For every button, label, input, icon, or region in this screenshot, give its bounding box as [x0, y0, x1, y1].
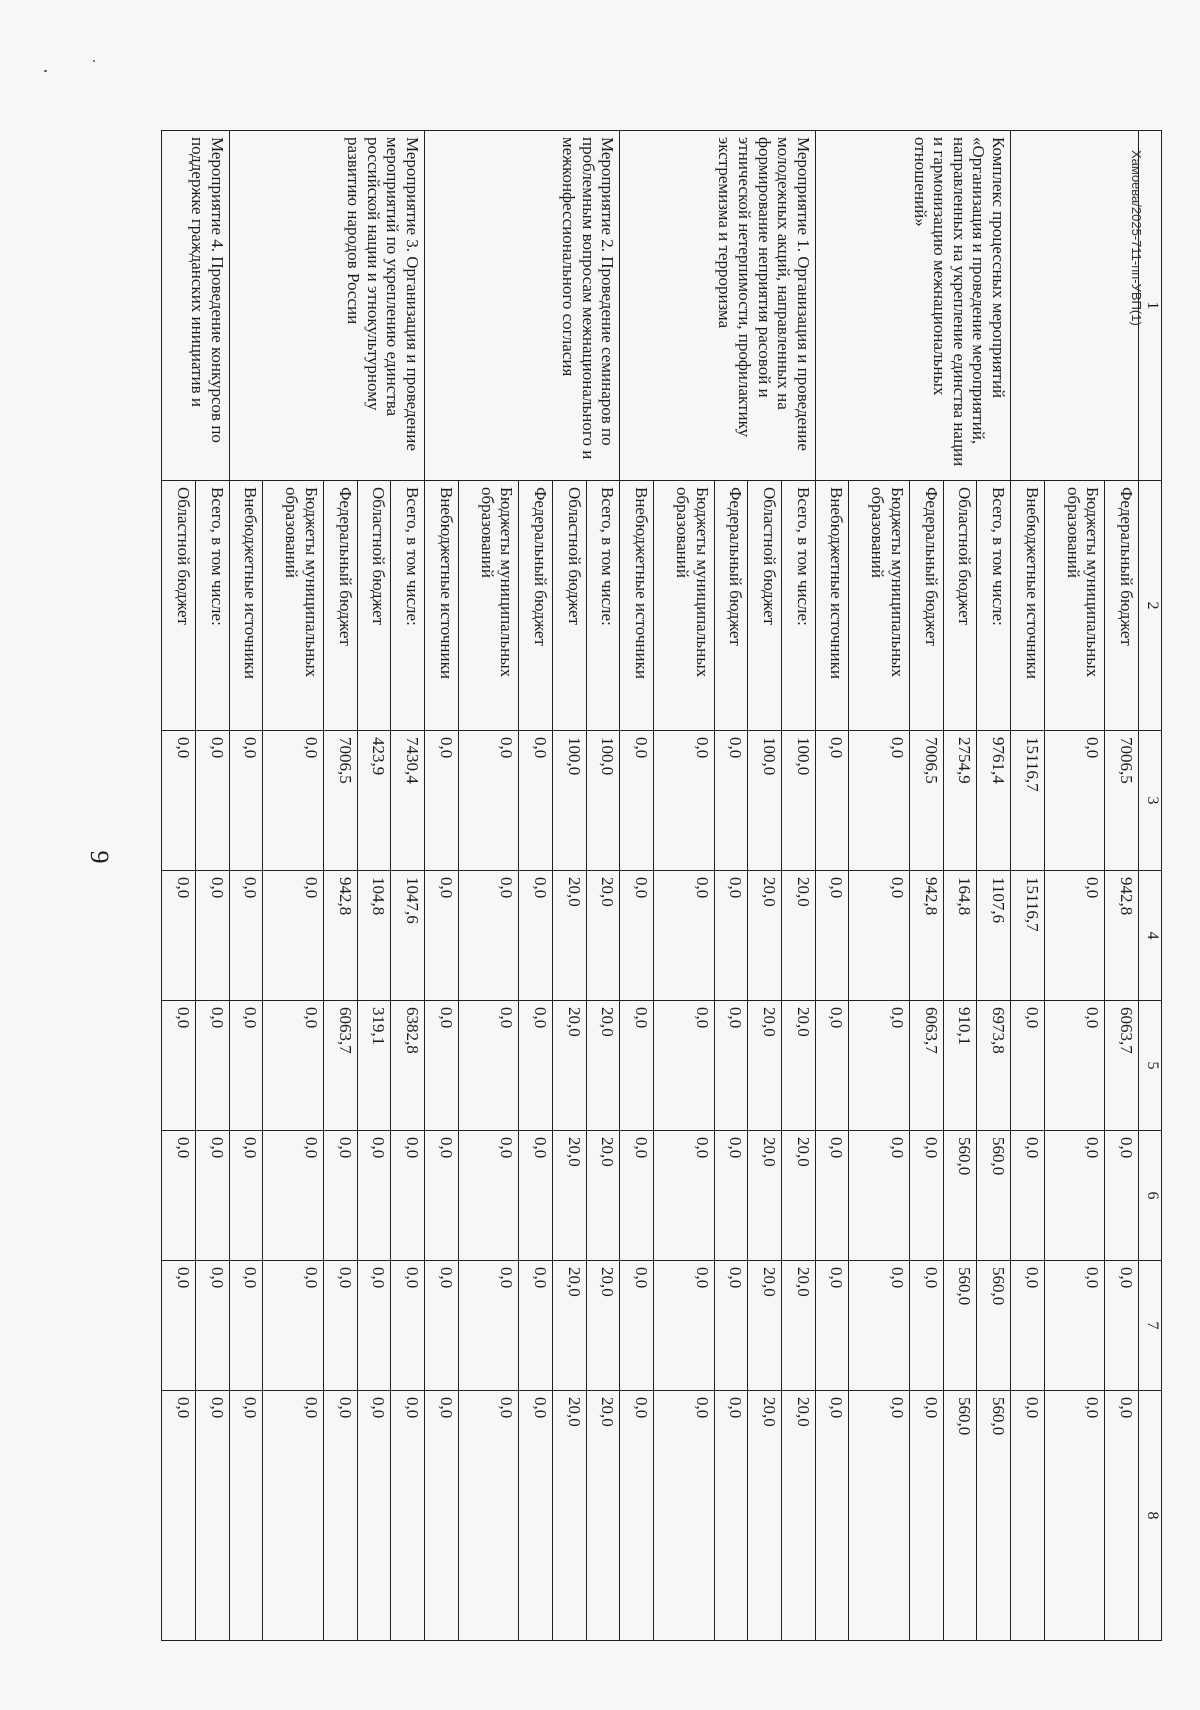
- amount-cell: 0,0: [229, 731, 263, 871]
- funding-source: Внебюджетные источники: [620, 481, 654, 731]
- amount-cell: 0,0: [1044, 1261, 1105, 1391]
- amount-cell: 0,0: [815, 871, 849, 1001]
- amount-cell: 0,0: [654, 1391, 715, 1641]
- amount-cell: 0,0: [654, 1261, 715, 1391]
- table-row: [195, 131, 229, 1641]
- funding-source: Внебюджетные источники: [229, 481, 263, 731]
- amount-cell: 0,0: [195, 1001, 229, 1131]
- amount-cell: 0,0: [1011, 1001, 1045, 1131]
- amount-cell: 0,0: [849, 871, 910, 1001]
- amount-cell: 100,0: [781, 731, 815, 871]
- amount-cell: 15116,7: [1011, 871, 1045, 1001]
- stamp-text: Хамоева/2025-711-пп-УВП(1): [1129, 150, 1144, 326]
- table-row: [781, 131, 815, 1641]
- amount-cell: 0,0: [620, 1001, 654, 1131]
- amount-cell: 6382,8: [391, 1001, 425, 1131]
- amount-cell: 0,0: [391, 1131, 425, 1261]
- amount-cell: 0,0: [229, 1001, 263, 1131]
- amount-cell: 0,0: [357, 1131, 391, 1261]
- activity-description: Мероприятие 2. Проведение семинаров по проблемным вопросам межнационального и межконфессионального согласия: [424, 131, 619, 481]
- amount-cell: 0,0: [458, 1131, 519, 1261]
- amount-cell: 20,0: [586, 1391, 620, 1641]
- funding-source: Бюджеты муниципальных образований: [458, 481, 519, 731]
- amount-cell: 0,0: [424, 731, 458, 871]
- amount-cell: 0,0: [195, 1131, 229, 1261]
- amount-cell: 0,0: [849, 1261, 910, 1391]
- amount-cell: 942,8: [909, 871, 943, 1001]
- page-number: 9: [85, 850, 114, 864]
- amount-cell: 0,0: [162, 1261, 196, 1391]
- amount-cell: 7006,5: [323, 731, 357, 871]
- amount-cell: 0,0: [519, 731, 553, 871]
- funding-source: Всего, в том числе:: [781, 481, 815, 731]
- amount-cell: 0,0: [391, 1261, 425, 1391]
- funding-source: Внебюджетные источники: [424, 481, 458, 731]
- amount-cell: 0,0: [519, 1131, 553, 1261]
- amount-cell: 9761,4: [977, 731, 1011, 871]
- amount-cell: 0,0: [620, 1391, 654, 1641]
- funding-source: Бюджеты муниципальных образований: [849, 481, 910, 731]
- amount-cell: 560,0: [943, 1131, 977, 1261]
- amount-cell: 0,0: [229, 1261, 263, 1391]
- amount-cell: 0,0: [815, 1131, 849, 1261]
- amount-cell: 20,0: [586, 1001, 620, 1131]
- scan-speck: [93, 60, 95, 62]
- amount-cell: 0,0: [714, 871, 748, 1001]
- funding-source: Областной бюджет: [162, 481, 196, 731]
- amount-cell: 0,0: [229, 871, 263, 1001]
- amount-cell: 6973,8: [977, 1001, 1011, 1131]
- amount-cell: 0,0: [849, 1131, 910, 1261]
- budget-table-rotated: [161, 130, 1162, 1640]
- amount-cell: 0,0: [263, 1001, 324, 1131]
- amount-cell: 0,0: [195, 731, 229, 871]
- amount-cell: 0,0: [458, 871, 519, 1001]
- amount-cell: 942,8: [1105, 871, 1139, 1001]
- amount-cell: 0,0: [458, 731, 519, 871]
- amount-cell: 0,0: [263, 731, 324, 871]
- amount-cell: 15116,7: [1011, 731, 1045, 871]
- amount-cell: 560,0: [977, 1131, 1011, 1261]
- amount-cell: 0,0: [424, 1261, 458, 1391]
- scan-speck: [44, 70, 47, 72]
- amount-cell: 7006,5: [909, 731, 943, 871]
- amount-cell: 0,0: [357, 1261, 391, 1391]
- amount-cell: 104,8: [357, 871, 391, 1001]
- funding-source: Федеральный бюджет: [519, 481, 553, 731]
- amount-cell: 0,0: [1105, 1391, 1139, 1641]
- amount-cell: 0,0: [1044, 871, 1105, 1001]
- amount-cell: 0,0: [162, 1001, 196, 1131]
- amount-cell: 1107,6: [977, 871, 1011, 1001]
- amount-cell: 164,8: [943, 871, 977, 1001]
- amount-cell: 0,0: [519, 1001, 553, 1131]
- amount-cell: 0,0: [323, 1391, 357, 1641]
- amount-cell: 560,0: [943, 1261, 977, 1391]
- amount-cell: 0,0: [620, 871, 654, 1001]
- activity-description: Мероприятие 3. Организация и проведение мероприятий по укреплению единства российской нации и этнокультурному развитию народов России: [229, 131, 424, 481]
- amount-cell: 20,0: [552, 1131, 586, 1261]
- amount-cell: 560,0: [977, 1391, 1011, 1641]
- amount-cell: 0,0: [714, 1391, 748, 1641]
- amount-cell: 20,0: [748, 1391, 782, 1641]
- amount-cell: 20,0: [748, 1131, 782, 1261]
- funding-source: Федеральный бюджет: [1105, 481, 1139, 731]
- amount-cell: 0,0: [162, 1391, 196, 1641]
- amount-cell: 0,0: [162, 871, 196, 1001]
- amount-cell: 0,0: [357, 1391, 391, 1641]
- amount-cell: 0,0: [1044, 1391, 1105, 1641]
- amount-cell: 0,0: [519, 1391, 553, 1641]
- amount-cell: 0,0: [849, 1001, 910, 1131]
- funding-source: Областной бюджет: [552, 481, 586, 731]
- amount-cell: 20,0: [781, 1261, 815, 1391]
- amount-cell: 6063,7: [909, 1001, 943, 1131]
- amount-cell: 100,0: [586, 731, 620, 871]
- amount-cell: 0,0: [323, 1261, 357, 1391]
- amount-cell: 20,0: [748, 1261, 782, 1391]
- table-row: [391, 131, 425, 1641]
- funding-source: Внебюджетные источники: [815, 481, 849, 731]
- column-header: 4: [1139, 871, 1162, 1001]
- amount-cell: 0,0: [1044, 731, 1105, 871]
- amount-cell: 0,0: [195, 871, 229, 1001]
- activity-description: [1011, 131, 1139, 481]
- amount-cell: 100,0: [552, 731, 586, 871]
- amount-cell: 0,0: [458, 1001, 519, 1131]
- amount-cell: 0,0: [424, 1391, 458, 1641]
- table-row: [977, 131, 1011, 1641]
- amount-cell: 910,1: [943, 1001, 977, 1131]
- amount-cell: 20,0: [748, 871, 782, 1001]
- amount-cell: 0,0: [620, 731, 654, 871]
- amount-cell: 6063,7: [323, 1001, 357, 1131]
- table-row: [1105, 131, 1139, 1641]
- amount-cell: 0,0: [620, 1261, 654, 1391]
- amount-cell: 0,0: [849, 731, 910, 871]
- amount-cell: 0,0: [1044, 1001, 1105, 1131]
- amount-cell: 0,0: [263, 1131, 324, 1261]
- amount-cell: 0,0: [815, 1261, 849, 1391]
- amount-cell: 0,0: [458, 1391, 519, 1641]
- column-header: 6: [1139, 1131, 1162, 1261]
- amount-cell: 0,0: [424, 1001, 458, 1131]
- amount-cell: 20,0: [552, 1001, 586, 1131]
- amount-cell: 0,0: [1011, 1131, 1045, 1261]
- budget-table: [161, 130, 1162, 1641]
- amount-cell: 0,0: [229, 1391, 263, 1641]
- amount-cell: 20,0: [586, 1131, 620, 1261]
- amount-cell: 7430,4: [391, 731, 425, 871]
- funding-source: Областной бюджет: [943, 481, 977, 731]
- column-header: 2: [1139, 481, 1162, 731]
- amount-cell: 0,0: [458, 1261, 519, 1391]
- amount-cell: 20,0: [552, 1391, 586, 1641]
- funding-source: Внебюджетные источники: [1011, 481, 1045, 731]
- amount-cell: 0,0: [263, 871, 324, 1001]
- amount-cell: 0,0: [620, 1131, 654, 1261]
- amount-cell: 942,8: [323, 871, 357, 1001]
- amount-cell: 0,0: [714, 1001, 748, 1131]
- amount-cell: 560,0: [943, 1391, 977, 1641]
- funding-source: Федеральный бюджет: [323, 481, 357, 731]
- amount-cell: 0,0: [654, 1131, 715, 1261]
- amount-cell: 20,0: [781, 1001, 815, 1131]
- amount-cell: 0,0: [195, 1391, 229, 1641]
- amount-cell: 20,0: [781, 1391, 815, 1641]
- activity-description: Мероприятие 4. Проведение конкурсов по поддержке гражданских инициатив и: [162, 131, 230, 481]
- amount-cell: 0,0: [1105, 1261, 1139, 1391]
- amount-cell: 0,0: [714, 1261, 748, 1391]
- amount-cell: 319,1: [357, 1001, 391, 1131]
- amount-cell: 0,0: [909, 1391, 943, 1641]
- amount-cell: 2754,9: [943, 731, 977, 871]
- amount-cell: 0,0: [815, 1001, 849, 1131]
- funding-source: Всего, в том числе:: [195, 481, 229, 731]
- amount-cell: 0,0: [162, 731, 196, 871]
- amount-cell: 0,0: [229, 1131, 263, 1261]
- amount-cell: 423,9: [357, 731, 391, 871]
- amount-cell: 7006,5: [1105, 731, 1139, 871]
- amount-cell: 100,0: [748, 731, 782, 871]
- amount-cell: 0,0: [815, 731, 849, 871]
- column-header: 3: [1139, 731, 1162, 871]
- amount-cell: 0,0: [263, 1391, 324, 1641]
- amount-cell: 0,0: [519, 1261, 553, 1391]
- activity-description: Комплекс процессных мероприятий «Организация и проведение мероприятий, направленных на укрепление единства нации и гармонизацию межнациональных отношений»: [815, 131, 1010, 481]
- amount-cell: 560,0: [977, 1261, 1011, 1391]
- funding-source: Всего, в том числе:: [391, 481, 425, 731]
- amount-cell: 0,0: [654, 1001, 715, 1131]
- amount-cell: 20,0: [781, 871, 815, 1001]
- column-number-row: [1139, 131, 1162, 1641]
- amount-cell: 20,0: [586, 871, 620, 1001]
- amount-cell: 1047,6: [391, 871, 425, 1001]
- amount-cell: 0,0: [263, 1261, 324, 1391]
- amount-cell: 0,0: [323, 1131, 357, 1261]
- amount-cell: 0,0: [162, 1131, 196, 1261]
- funding-source: Всего, в том числе:: [977, 481, 1011, 731]
- amount-cell: 0,0: [519, 871, 553, 1001]
- amount-cell: 20,0: [781, 1131, 815, 1261]
- column-header: 8: [1139, 1391, 1162, 1641]
- amount-cell: 20,0: [552, 871, 586, 1001]
- column-header: 5: [1139, 1001, 1162, 1131]
- column-header: 7: [1139, 1261, 1162, 1391]
- funding-source: Федеральный бюджет: [714, 481, 748, 731]
- amount-cell: 0,0: [424, 1131, 458, 1261]
- funding-source: Бюджеты муниципальных образований: [1044, 481, 1105, 731]
- amount-cell: 0,0: [1011, 1391, 1045, 1641]
- amount-cell: 0,0: [1044, 1131, 1105, 1261]
- amount-cell: 0,0: [391, 1391, 425, 1641]
- activity-description: Мероприятие 1. Организация и проведение молодежных акций, направленных на формирование неприятия расовой и этнической нетерпимости, профилактику экстремизма и терроризма: [620, 131, 815, 481]
- funding-source: Бюджеты муниципальных образований: [654, 481, 715, 731]
- amount-cell: 20,0: [552, 1261, 586, 1391]
- funding-source: Всего, в том числе:: [586, 481, 620, 731]
- amount-cell: 0,0: [849, 1391, 910, 1641]
- amount-cell: 0,0: [195, 1261, 229, 1391]
- table-row: [586, 131, 620, 1641]
- amount-cell: 0,0: [714, 731, 748, 871]
- funding-source: Бюджеты муниципальных образований: [263, 481, 324, 731]
- amount-cell: 0,0: [1105, 1131, 1139, 1261]
- amount-cell: 20,0: [748, 1001, 782, 1131]
- amount-cell: 20,0: [586, 1261, 620, 1391]
- amount-cell: 0,0: [654, 871, 715, 1001]
- amount-cell: 0,0: [424, 871, 458, 1001]
- amount-cell: 0,0: [815, 1391, 849, 1641]
- funding-source: Областной бюджет: [748, 481, 782, 731]
- amount-cell: 0,0: [714, 1131, 748, 1261]
- amount-cell: 0,0: [1011, 1261, 1045, 1391]
- amount-cell: 0,0: [654, 731, 715, 871]
- amount-cell: 0,0: [909, 1131, 943, 1261]
- amount-cell: 0,0: [909, 1261, 943, 1391]
- funding-source: Областной бюджет: [357, 481, 391, 731]
- funding-source: Федеральный бюджет: [909, 481, 943, 731]
- amount-cell: 6063,7: [1105, 1001, 1139, 1131]
- column-header: 1: [1139, 131, 1162, 481]
